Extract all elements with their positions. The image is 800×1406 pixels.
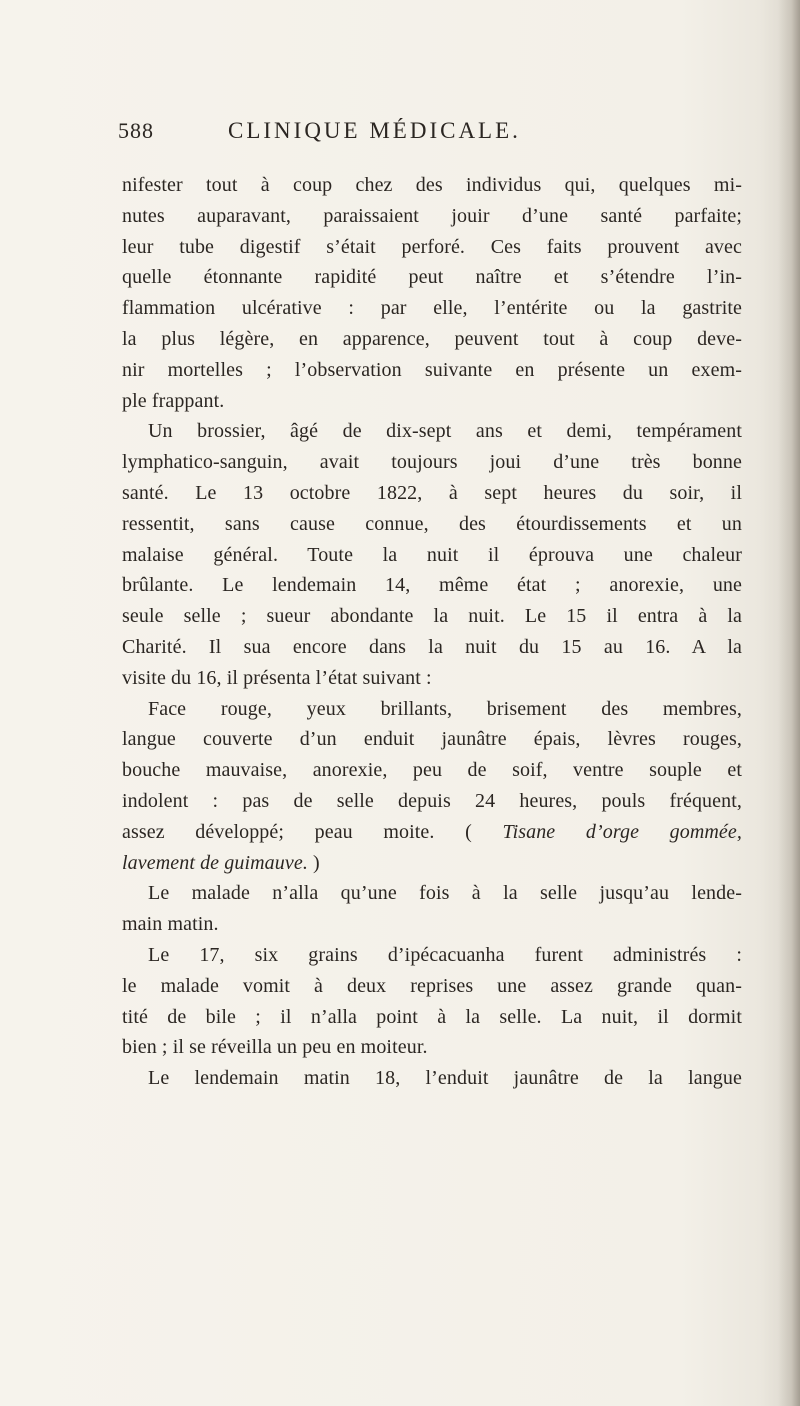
running-title: CLINIQUE MÉDICALE. (228, 118, 521, 143)
running-head (118, 118, 678, 154)
text-line: Face rouge, yeux brillants, brisement des membres, (148, 697, 742, 720)
text-line: la plus légère, en apparence, peuvent tout à coup deve- (122, 327, 742, 350)
text-line: tité de bile ; il n’alla point à la selle. La nuit, il dormit (122, 1005, 742, 1028)
text-line: Un brossier, âgé de dix-sept ans et demi, tempérament (148, 420, 742, 443)
text-line: seule selle ; sueur abondante la nuit. Le 15 il entra à la (122, 605, 742, 628)
page-edge-shadow (778, 0, 800, 1406)
text-fragment: ) (313, 851, 320, 874)
text-line: le malade vomit à deux reprises une assez grande quan- (122, 974, 742, 997)
body-text (122, 170, 742, 1094)
text-line: indolent : pas de selle depuis 24 heures, pouls fréquent, (122, 789, 742, 812)
text-line-with-prescription (122, 817, 742, 848)
text-line: santé. Le 13 octobre 1822, à sept heures du soir, il (122, 481, 742, 504)
text-line: quelle étonnante rapidité peut naître et s’étendre l’in- (122, 266, 742, 289)
text-line: flammation ulcérative : par elle, l’entérite ou la gastrite (122, 297, 742, 320)
text-line: Le 17, six grains d’ipécacuanha furent administrés : (148, 943, 742, 966)
text-line: Charité. Il sua encore dans la nuit du 15 au 16. A la (122, 635, 742, 658)
text-line: nutes auparavant, paraissaient jouir d’une santé parfaite; (122, 204, 742, 227)
page-number: 588 (118, 118, 154, 143)
text-line: brûlante. Le lendemain 14, même état ; anorexie, une (122, 574, 742, 597)
text-line: Le malade n’alla qu’une fois à la selle jusqu’au lende- (148, 882, 742, 905)
text-line: lymphatico-sanguin, avait toujours joui d’une très bonne (122, 451, 742, 474)
text-line: nir mortelles ; l’observation suivante en présente un exem- (122, 358, 742, 381)
text-line: bouche mauvaise, anorexie, peu de soif, ventre souple et (122, 759, 742, 782)
text-line: ressentit, sans cause connue, des étourdissements et un (122, 512, 742, 535)
text-fragment: assez développé; peau moite. ( (122, 820, 472, 843)
text-line: ple frappant. (122, 389, 225, 412)
text-line-with-prescription (122, 848, 742, 879)
text-line: langue couverte d’un enduit jaunâtre épais, lèvres rouges, (122, 728, 742, 751)
text-line: leur tube digestif s’était perforé. Ces faits prouvent avec (122, 235, 742, 258)
text-line: bien ; il se réveilla un peu en moiteur. (122, 1036, 428, 1059)
text-line: malaise général. Toute la nuit il éprouva une chaleur (122, 543, 742, 566)
text-line: nifester tout à coup chez des individus qui, quelques mi- (122, 174, 742, 196)
text-line: main matin. (122, 913, 219, 936)
prescription-italic: lavement de guimauve. (122, 851, 308, 874)
text-line: visite du 16, il présenta l’état suivant : (122, 666, 432, 689)
prescription-italic: Tisane d’orge gommée, (502, 820, 742, 843)
text-line: Le lendemain matin 18, l’enduit jaunâtre de la langue (148, 1067, 742, 1090)
